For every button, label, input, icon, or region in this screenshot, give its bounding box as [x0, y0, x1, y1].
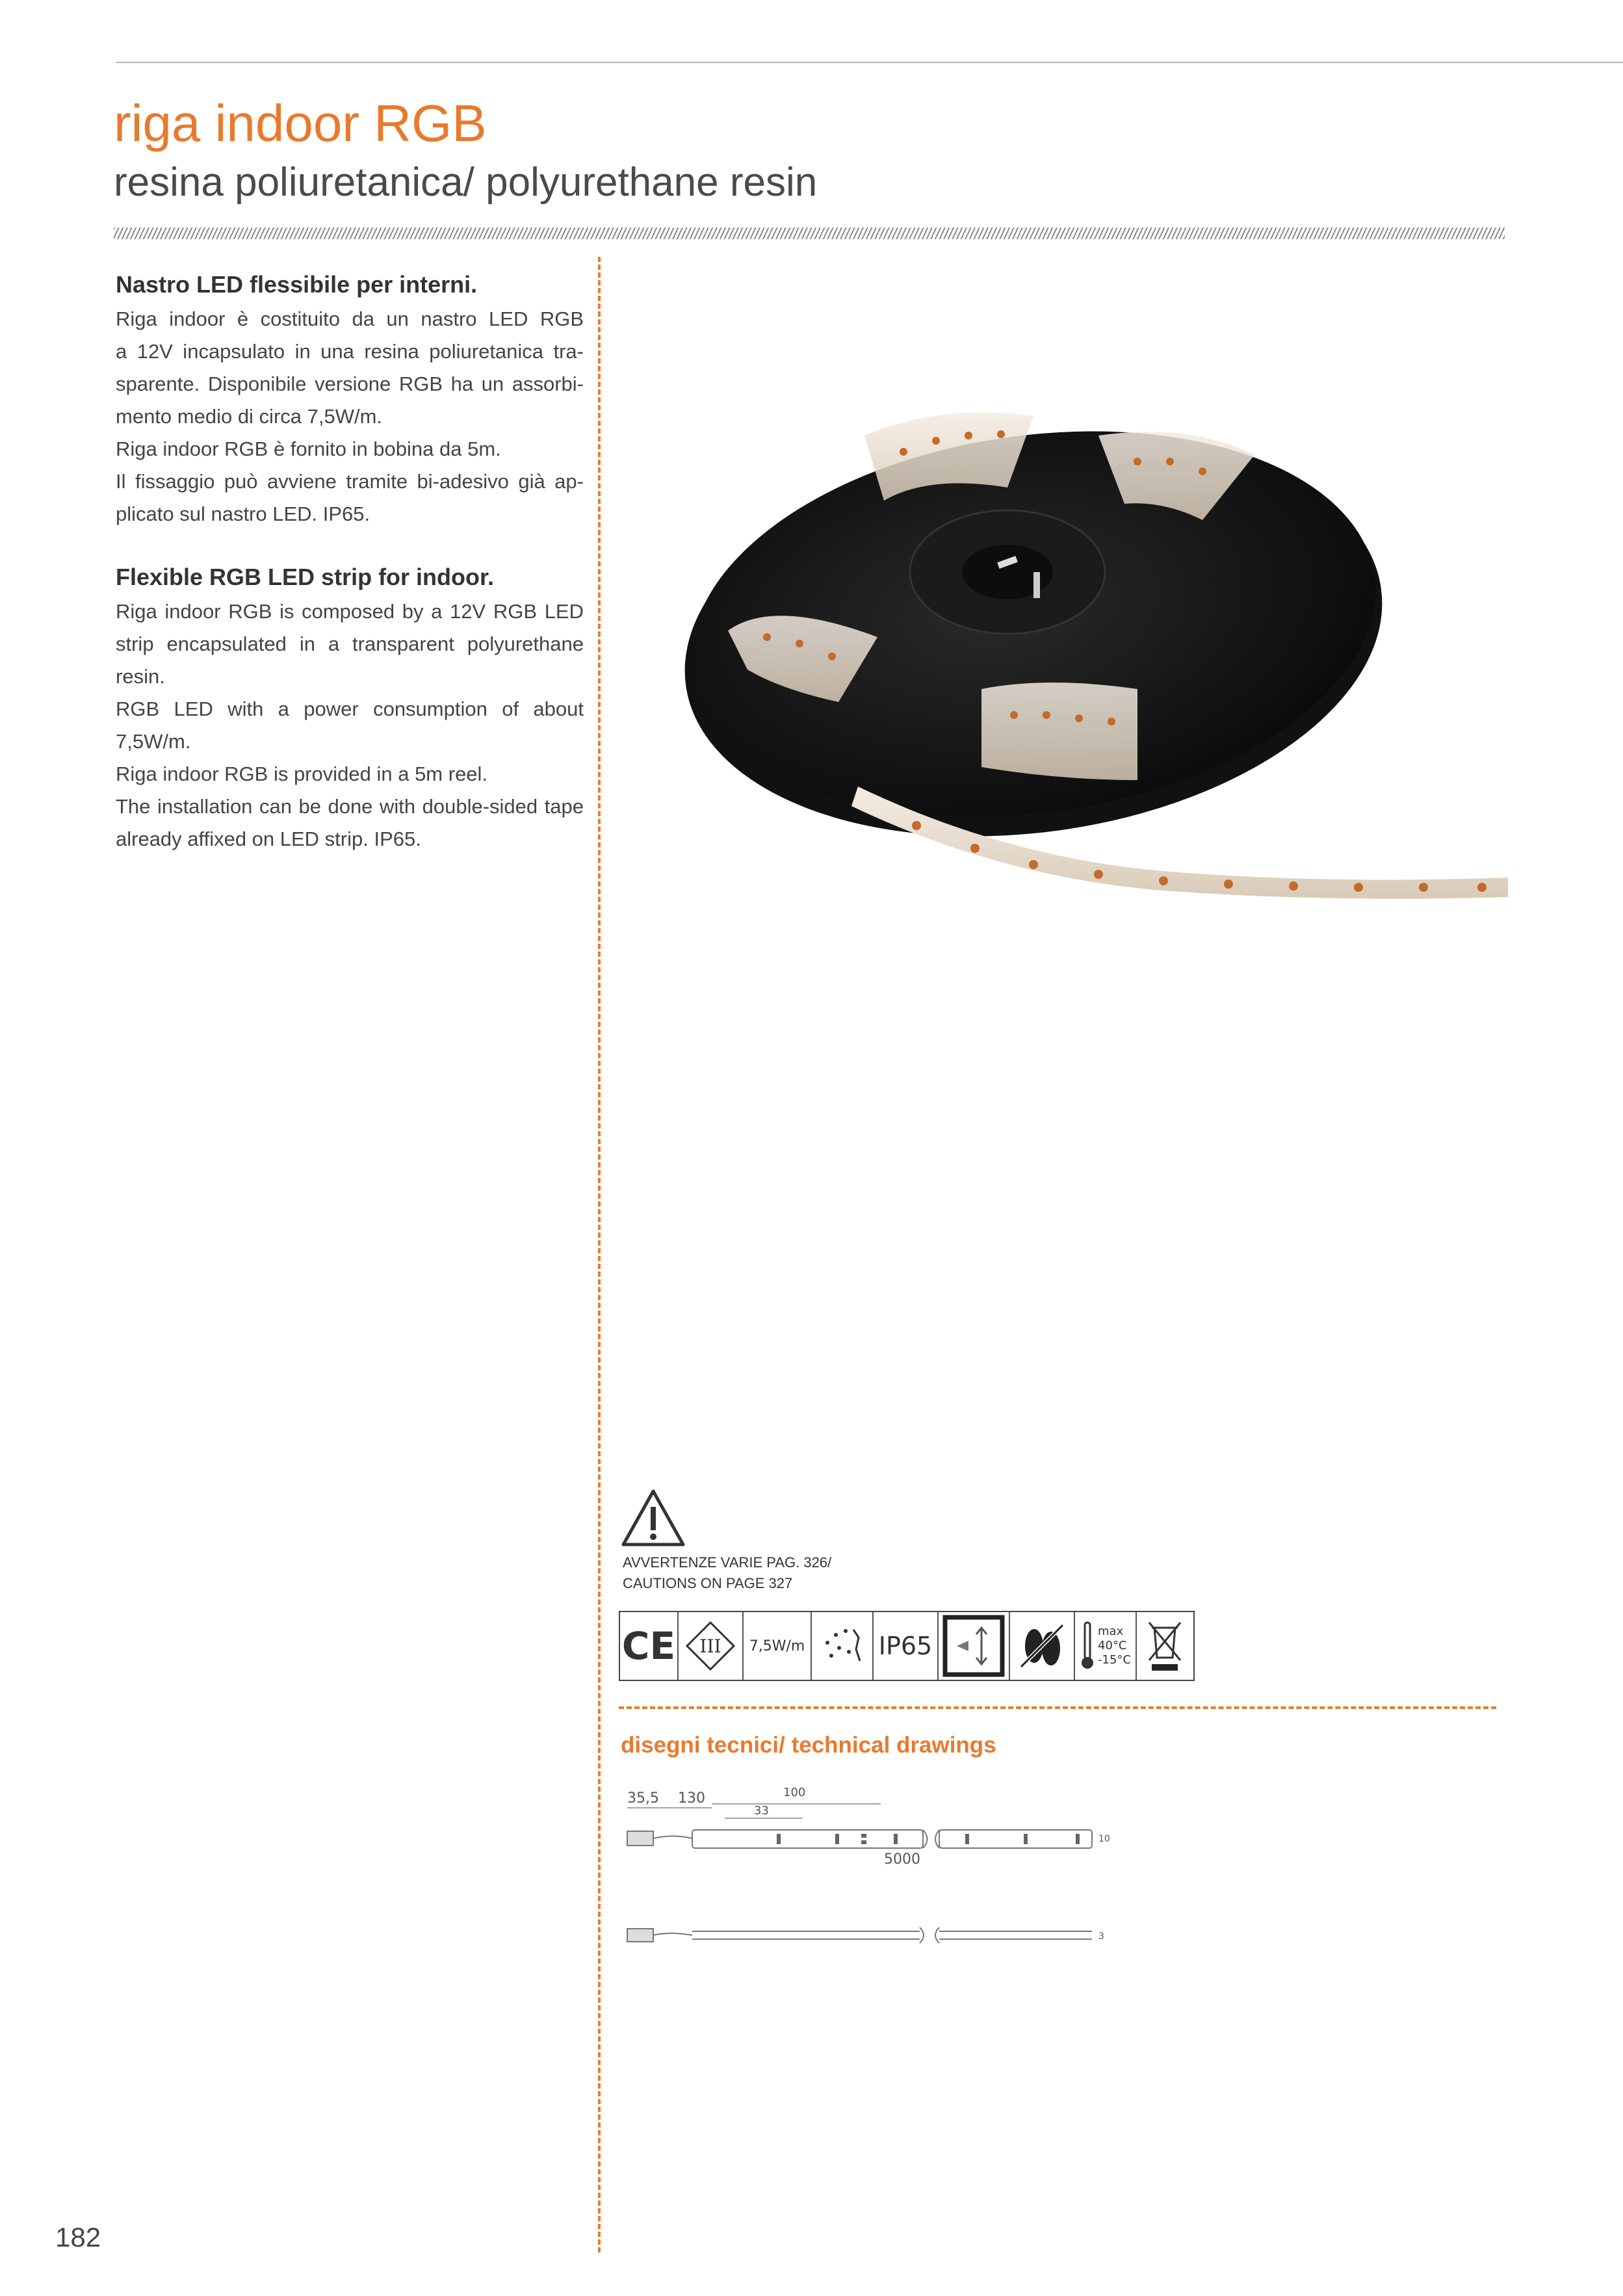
no-step-icon: [1010, 1612, 1075, 1680]
warnings-note: [623, 1552, 831, 1594]
product-title: riga indoor RGB: [114, 94, 487, 152]
italian-line: plicato sul nastro LED. IP65.: [116, 502, 370, 525]
dim-5000: 5000: [884, 1851, 920, 1868]
technical-drawings-title: disegni tecnici/ technical drawings: [621, 1732, 996, 1758]
ce-mark-icon: CE: [620, 1612, 679, 1680]
english-description: [116, 559, 584, 855]
english-heading: Flexible RGB LED strip for indoor.: [116, 564, 495, 590]
hatch-divider: [114, 228, 1505, 239]
ip-rating-label: IP65: [874, 1612, 939, 1680]
italian-line: Riga indoor è costituito da un nastro LED RGB: [116, 307, 584, 330]
power-label: 7,5W/m: [744, 1612, 812, 1680]
warnings-line-en: CAUTIONS ON PAGE 327: [623, 1575, 793, 1591]
strip-top-view: [627, 1830, 1092, 1848]
dim-35-5: 35,5: [627, 1790, 659, 1807]
english-line: 7,5W/m.: [116, 730, 191, 753]
english-line: Riga indoor RGB is provided in a 5m reel.: [116, 763, 488, 785]
top-rule: [116, 62, 1623, 63]
section-divider: [619, 1706, 1496, 1709]
english-line: Riga indoor RGB is composed by a 12V RGB LED: [116, 600, 584, 623]
led-scatter-icon: [812, 1612, 874, 1680]
italian-heading: Nastro LED flessibile per interni.: [116, 271, 478, 298]
dim-end-3: 3: [1098, 1931, 1104, 1942]
italian-line: Riga indoor RGB è fornito in bobina da 5m.: [116, 437, 501, 460]
dim-end-10: 10: [1098, 1834, 1110, 1844]
column-divider: [598, 257, 601, 2252]
italian-line: Il fissaggio può avviene tramite bi-adesivo già ap-: [116, 470, 584, 493]
english-line: already affixed on LED strip. IP65.: [116, 828, 421, 850]
italian-line: mento medio di circa 7,5W/m.: [116, 405, 383, 428]
warnings-line-it: AVVERTENZE VARIE PAG. 326/: [623, 1554, 832, 1571]
english-line: strip encapsulated in a transparent polyurethane: [116, 633, 584, 655]
surface-mount-icon: [939, 1612, 1010, 1680]
warning-triangle-icon: [621, 1489, 686, 1547]
italian-description: [116, 267, 584, 530]
english-line: The installation can be done with double-sided tape: [116, 795, 584, 818]
page-number: 182: [55, 2222, 101, 2252]
temperature-range-icon: [1075, 1612, 1137, 1680]
dim-100: 100: [783, 1786, 806, 1799]
class-label: III: [699, 1636, 721, 1657]
led-reel-photo: [669, 364, 1508, 904]
english-line: resin.: [116, 665, 165, 688]
weee-bin-icon: [1137, 1612, 1192, 1680]
strip-side-view: [627, 1927, 1092, 1943]
class-iii-icon: [679, 1612, 744, 1680]
italian-line: sparente. Disponibile versione RGB ha un assorbi-: [116, 372, 584, 395]
technical-drawing: [621, 1778, 1121, 1966]
temperature-min: -15°C: [1098, 1653, 1131, 1667]
italian-line: a 12V incapsulato in una resina poliuretanica tra-: [116, 340, 584, 363]
temperature-label: max: [1098, 1624, 1124, 1638]
dim-130: 130: [678, 1790, 705, 1807]
dim-33: 33: [754, 1804, 769, 1818]
temperature-max: 40°C: [1098, 1639, 1127, 1652]
certification-strip: [619, 1611, 1195, 1681]
english-line: RGB LED with a power consumption of about: [116, 698, 584, 720]
product-subtitle: resina poliuretanica/ polyurethane resin: [114, 160, 818, 205]
